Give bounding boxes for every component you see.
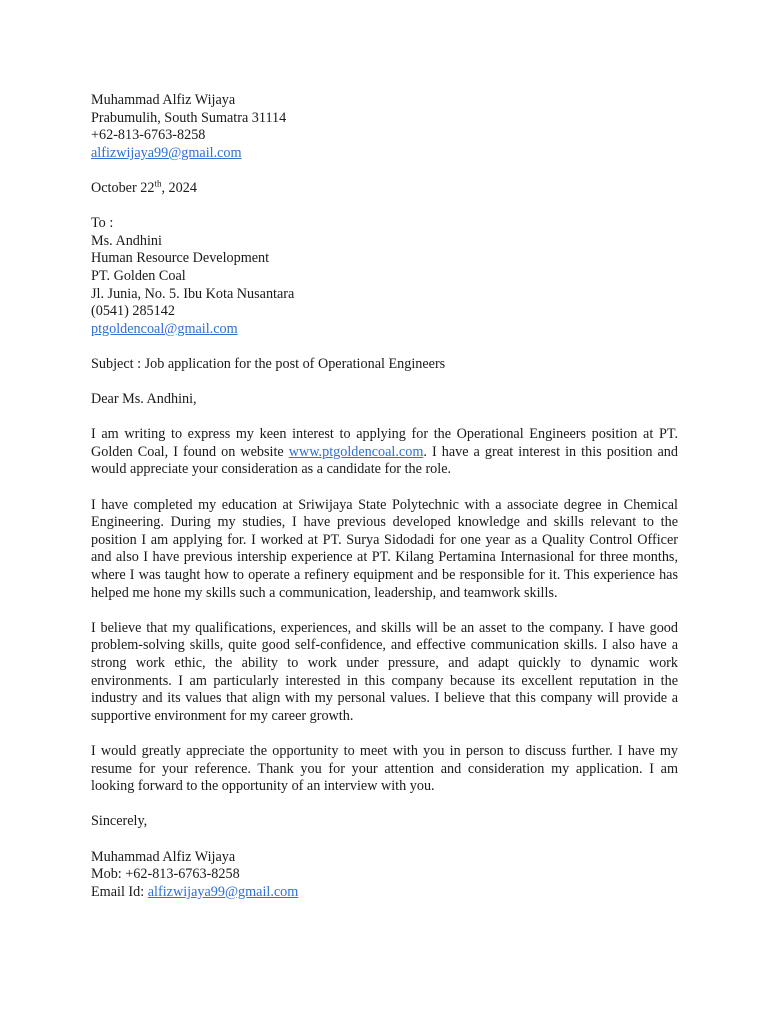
recipient-block xyxy=(91,215,678,338)
body-paragraph-1 xyxy=(91,426,678,479)
recipient-email-link[interactable]: ptgoldencoal@gmail.com xyxy=(91,320,238,337)
sender-address: Prabumulih, South Sumatra 31114 xyxy=(91,109,287,126)
recipient-phone: (0541) 285142 xyxy=(91,303,175,320)
letter-date xyxy=(91,180,678,198)
signature-email-label: Email Id: xyxy=(91,883,148,900)
signature-block xyxy=(91,849,678,902)
date-ordinal: th xyxy=(154,178,162,189)
cover-letter xyxy=(91,92,678,901)
salutation: Dear Ms. Andhini, xyxy=(91,391,197,408)
signature-email-link[interactable]: alfizwijaya99@gmail.com xyxy=(147,883,299,900)
sign-off: Sincerely, xyxy=(91,813,148,830)
p1-text-start: I am writing to express my keen interest to applying for the Operational Engineers position at PT. Golden Coal, I found on website xyxy=(91,426,678,460)
body-paragraph-3: I believe that my qualifications, experiences, and skills will be an asset to the company. I have good problem-solving skills, quite good self-confidence, and effective communication skills. I also have a strong work ethic, the ability to work under pressure, and adapt quickly to dynamic work environments. I am particularly interested in this company because its excellent reputation in the industry and its values that align with my personal values. I believe that this company will provide a supportive environment for my career growth. xyxy=(91,619,678,724)
sender-block xyxy=(91,92,678,162)
p1-text-end: . I have a great interest in this position and would appreciate your consideration as a candidate for the role. xyxy=(91,443,678,478)
signature-mobile: Mob: +62-813-6763-8258 xyxy=(91,866,240,883)
body-paragraph-4: I would greatly appreciate the opportunity to meet with you in person to discuss further. I have my resume for your reference. Thank you for your attention and consideration my application. I am looking forward to the opportunity of an interview with you. xyxy=(91,742,678,795)
signature-name: Muhammad Alfiz Wijaya xyxy=(91,848,236,865)
sender-email-link[interactable]: alfizwijaya99@gmail.com xyxy=(91,144,242,161)
date-year: , 2024 xyxy=(161,179,197,196)
sender-phone: +62-813-6763-8258 xyxy=(91,127,206,144)
to-label: To : xyxy=(91,215,114,232)
recipient-company: PT. Golden Coal xyxy=(91,267,186,284)
body-paragraph-2: I have completed my education at Sriwijaya State Polytechnic with a associate degree in Chemical Engineering. During my studies, I have previous developed knowledge and skills relevant to the position I am applying for. I worked at PT. Surya Sidodadi for one year as a Quality Control Officer and also I have previous intership experience at PT. Kilang Pertamina Internasional for three months, where I was taught how to operate a refinery equipment and be responsible for it. This experience has helped me hone my skills such a communication, leadership, and teamwork skills. xyxy=(91,496,678,601)
company-website-link[interactable]: www.ptgoldencoal.com xyxy=(288,443,424,460)
recipient-address: Jl. Junia, No. 5. Ibu Kota Nusantara xyxy=(91,285,295,302)
recipient-department: Human Resource Development xyxy=(91,250,270,267)
sender-name: Muhammad Alfiz Wijaya xyxy=(91,92,236,108)
recipient-name: Ms. Andhini xyxy=(91,232,162,249)
date-text: October 22 xyxy=(91,179,155,196)
subject-line: Subject : Job application for the post of Operational Engineers xyxy=(91,355,446,372)
